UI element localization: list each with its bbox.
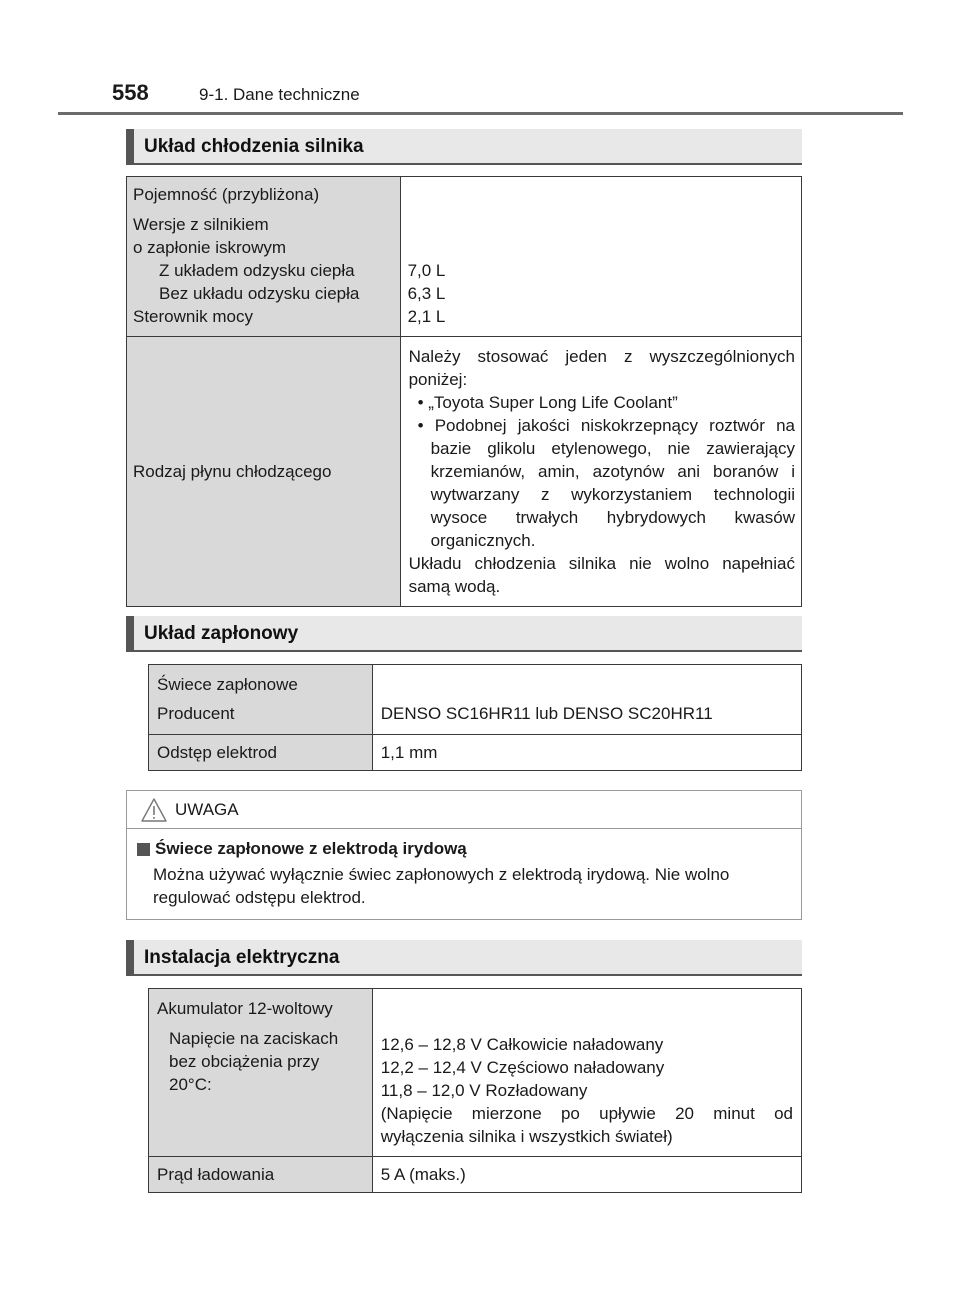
section-title-electrical: Instalacja elektryczna	[144, 947, 340, 968]
inverter-value: 2,1 L	[407, 307, 446, 326]
charge-value-cell	[372, 1157, 801, 1193]
battery-row	[149, 989, 802, 1157]
page-header	[112, 80, 902, 114]
section-heading-electrical	[126, 940, 802, 976]
engine-line2: o zapłonie iskrowym	[133, 238, 287, 257]
capacity-value-cell	[400, 177, 801, 337]
voltage-note: (Napięcie mierzone po upływie 20 minut od wyłączenia silnika i wszystkich świateł)	[380, 1104, 793, 1146]
coolant-label-cell	[127, 337, 401, 607]
voltage-empty: 11,8 – 12,0 V Rozładowany	[380, 1081, 588, 1100]
voltage-full: 12,6 – 12,8 V Całkowicie naładowany	[380, 1035, 664, 1054]
section-bar	[126, 616, 134, 650]
coolant-value-cell	[400, 337, 801, 607]
battery-value-cell	[372, 989, 801, 1157]
coolant-note: Układu chłodzenia silnika nie wolno napełniać samą wodą.	[408, 554, 795, 596]
engine-line1: Wersje z silnikiem	[133, 215, 269, 234]
plugs-row	[149, 665, 802, 735]
plugs-label-cell	[149, 665, 373, 735]
ignition-table	[148, 664, 802, 771]
coolant-bullet-1: • „Toyota Super Long Life Coolant”	[417, 393, 678, 412]
voltage-half: 12,2 – 12,4 V Częściowo naładowany	[380, 1058, 665, 1077]
chapter-title: 9-1. Dane techniczne	[199, 85, 360, 104]
gap-value-cell	[372, 735, 801, 771]
section-bar	[126, 129, 134, 163]
section-title-ignition: Układ zapłonowy	[144, 623, 299, 644]
plugs-value-cell	[372, 665, 801, 735]
cooling-table	[126, 176, 802, 607]
manufacturer-value: DENSO SC16HR11 lub DENSO SC20HR11	[380, 704, 713, 723]
coolant-intro: Należy stosować jeden z wyszczególnionych poniżej:	[408, 347, 795, 389]
electrical-table	[148, 988, 802, 1193]
with-heat-recovery-label: Z układem odzysku ciepła	[159, 261, 355, 280]
coolant-row	[127, 337, 802, 607]
square-bullet-icon	[137, 843, 150, 856]
warning-header	[127, 791, 801, 829]
charge-label-cell	[149, 1157, 373, 1193]
warning-box	[126, 790, 802, 920]
warning-text: Można używać wyłącznie świec zapłonowych z elektrodą irydową. Nie wolno regulować odstępu elektrod.	[153, 865, 730, 907]
warning-title: UWAGA	[175, 800, 239, 819]
voltage-label: Napięcie na zaciskach bez obciążenia przy 20°C:	[169, 1029, 339, 1094]
coolant-bullet-2: • Podobnej jakości niskokrzepnący roztwór na bazie glikolu etylenowego, nie zawierający krzemianów, amin, azotynów ani boranów i wytwarzany z wykorzystaniem technologii wysoce trwałych hybrydowych kwasów organicznych.	[417, 416, 795, 550]
page-number: 558	[112, 80, 149, 105]
battery-label-cell	[149, 989, 373, 1157]
section-title-cooling: Układ chłodzenia silnika	[144, 136, 364, 157]
warning-subtitle: Świece zapłonowe z elektrodą irydową	[155, 839, 467, 858]
with-heat-recovery-value: 7,0 L	[407, 261, 446, 280]
without-heat-recovery-value: 6,3 L	[407, 284, 446, 303]
gap-row	[149, 735, 802, 771]
gap-value: 1,1 mm	[380, 743, 438, 762]
section-heading-cooling	[126, 129, 802, 165]
section-bar	[126, 940, 134, 974]
battery-title: Akumulator 12-woltowy	[157, 999, 333, 1018]
header-rule	[58, 112, 903, 115]
gap-label-cell	[149, 735, 373, 771]
charge-row	[149, 1157, 802, 1193]
gap-label: Odstęp elektrod	[157, 743, 278, 762]
inverter-label: Sterownik mocy	[133, 307, 253, 326]
warning-triangle-icon	[141, 798, 167, 822]
without-heat-recovery-label: Bez układu odzysku ciepła	[159, 284, 360, 303]
manufacturer-label: Producent	[157, 704, 235, 723]
section-heading-ignition	[126, 616, 802, 652]
coolant-label: Rodzaj płynu chłodzącego	[133, 462, 332, 481]
capacity-row	[127, 177, 802, 337]
capacity-label-cell	[127, 177, 401, 337]
capacity-title: Pojemność (przybliżona)	[133, 185, 320, 204]
charge-label: Prąd ładowania	[157, 1165, 275, 1184]
charge-value: 5 A (maks.)	[380, 1165, 466, 1184]
plugs-title: Świece zapłonowe	[157, 675, 298, 694]
